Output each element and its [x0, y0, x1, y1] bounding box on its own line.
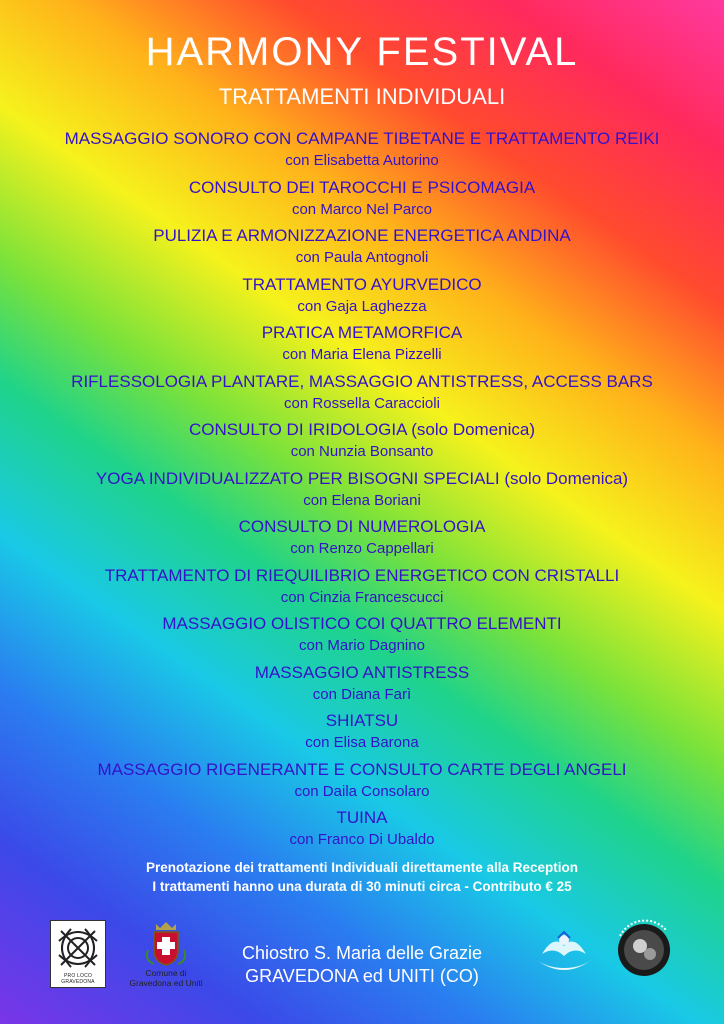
- comune-caption: [128, 968, 204, 988]
- proloco-caption: PRO LOCO GRAVEDONA: [61, 973, 95, 985]
- treatment-name: MASSAGGIO RIGENERANTE E CONSULTO CARTE DEGLI ANGELI: [97, 759, 627, 779]
- treatment-name: PRATICA METAMORFICA: [261, 323, 463, 342]
- treatment-name: MASSAGGIO ANTISTRESS: [254, 662, 470, 682]
- treatment-name: SHIATSU: [325, 711, 399, 730]
- association-logo: [606, 916, 678, 988]
- booking-note-line: Prenotazione dei trattamenti Individuali direttamente alla Reception: [145, 860, 579, 875]
- coat-of-arms-icon: [128, 920, 204, 966]
- treatment-list: [0, 127, 724, 855]
- dove-hands-logo-icon: [528, 924, 600, 980]
- treatment-practitioner: con Paula Antognoli: [295, 249, 429, 266]
- booking-notes: [0, 858, 724, 896]
- treatment-item: [0, 321, 724, 370]
- treatment-practitioner: con Franco Di Ubaldo: [289, 831, 435, 848]
- venue: [212, 942, 512, 988]
- venue-line-2: GRAVEDONA ed UNITI (CO): [245, 966, 479, 986]
- treatment-item: [0, 564, 724, 613]
- venue-line-1: Chiostro S. Maria delle Grazie: [241, 943, 483, 963]
- treatment-practitioner: con Rossella Caraccioli: [284, 394, 440, 412]
- comune-caption-line2: Gravedona ed Uniti: [129, 978, 203, 988]
- treatment-name: MASSAGGIO OLISTICO COI QUATTRO ELEMENTI: [162, 614, 562, 633]
- treatment-practitioner: con Daila Consolaro: [294, 782, 430, 800]
- treatment-item: [0, 176, 724, 225]
- treatment-item: [0, 224, 724, 273]
- treatment-item: [0, 612, 724, 661]
- treatment-item: [0, 661, 724, 710]
- treatment-practitioner: con Maria Elena Pizzelli: [282, 346, 442, 363]
- comune-caption-line1: Comune di: [145, 968, 187, 978]
- treatment-practitioner: con Elisabetta Autorino: [285, 152, 439, 169]
- treatment-practitioner: con Elena Boriani: [303, 491, 421, 509]
- treatment-name: RIFLESSOLOGIA PLANTARE, MASSAGGIO ANTISTRESS, ACCESS BARS: [71, 371, 653, 391]
- treatment-name: MASSAGGIO SONORO CON CAMPANE TIBETANE E TRATTAMENTO REIKI: [64, 129, 660, 148]
- treatment-practitioner: con Renzo Cappellari: [290, 540, 434, 557]
- treatment-name: CONSULTO DEI TAROCCHI E PSICOMAGIA: [188, 177, 536, 197]
- treatment-practitioner: con Diana Farì: [312, 685, 412, 703]
- treatment-item: [0, 758, 724, 807]
- proloco-logo: [50, 920, 106, 988]
- treatment-item: [0, 370, 724, 419]
- treatment-name: TUINA: [336, 808, 388, 827]
- association-emblem-icon: [606, 916, 678, 988]
- treatment-name: TRATTAMENTO AYURVEDICO: [242, 274, 482, 294]
- page-title: HARMONY FESTIVAL: [145, 30, 579, 74]
- treatment-name: TRATTAMENTO DI RIEQUILIBRIO ENERGETICO CON CRISTALLI: [104, 565, 620, 585]
- treatment-practitioner: con Nunzia Bonsanto: [290, 443, 434, 460]
- treatment-name: CONSULTO DI NUMEROLOGIA: [238, 517, 486, 536]
- page-subtitle: TRATTAMENTI INDIVIDUALI: [218, 84, 506, 109]
- price-note-line: I trattamenti hanno una durata di 30 minuti circa - Contributo € 25: [152, 879, 572, 894]
- treatment-practitioner: con Elisa Barona: [305, 734, 419, 751]
- comune-logo: [128, 920, 204, 992]
- treatment-name: PULIZIA E ARMONIZZAZIONE ENERGETICA ANDINA: [153, 226, 571, 245]
- treatment-item: [0, 467, 724, 516]
- treatment-item: [0, 515, 724, 564]
- treatment-practitioner: con Gaja Laghezza: [297, 297, 427, 315]
- treatment-item: [0, 127, 724, 176]
- treatment-name: YOGA INDIVIDUALIZZATO PER BISOGNI SPECIALI (solo Domenica): [95, 468, 629, 488]
- treatment-item: [0, 418, 724, 467]
- treatment-item: [0, 806, 724, 855]
- treatment-practitioner: con Mario Dagnino: [299, 637, 425, 654]
- treatment-practitioner: con Marco Nel Parco: [291, 200, 433, 218]
- treatment-item: [0, 709, 724, 758]
- treatment-item: [0, 273, 724, 322]
- celtic-knot-icon: [51, 921, 105, 975]
- treatment-practitioner: con Cinzia Francescucci: [280, 588, 444, 606]
- treatment-name: CONSULTO DI IRIDOLOGIA (solo Domenica): [188, 420, 536, 439]
